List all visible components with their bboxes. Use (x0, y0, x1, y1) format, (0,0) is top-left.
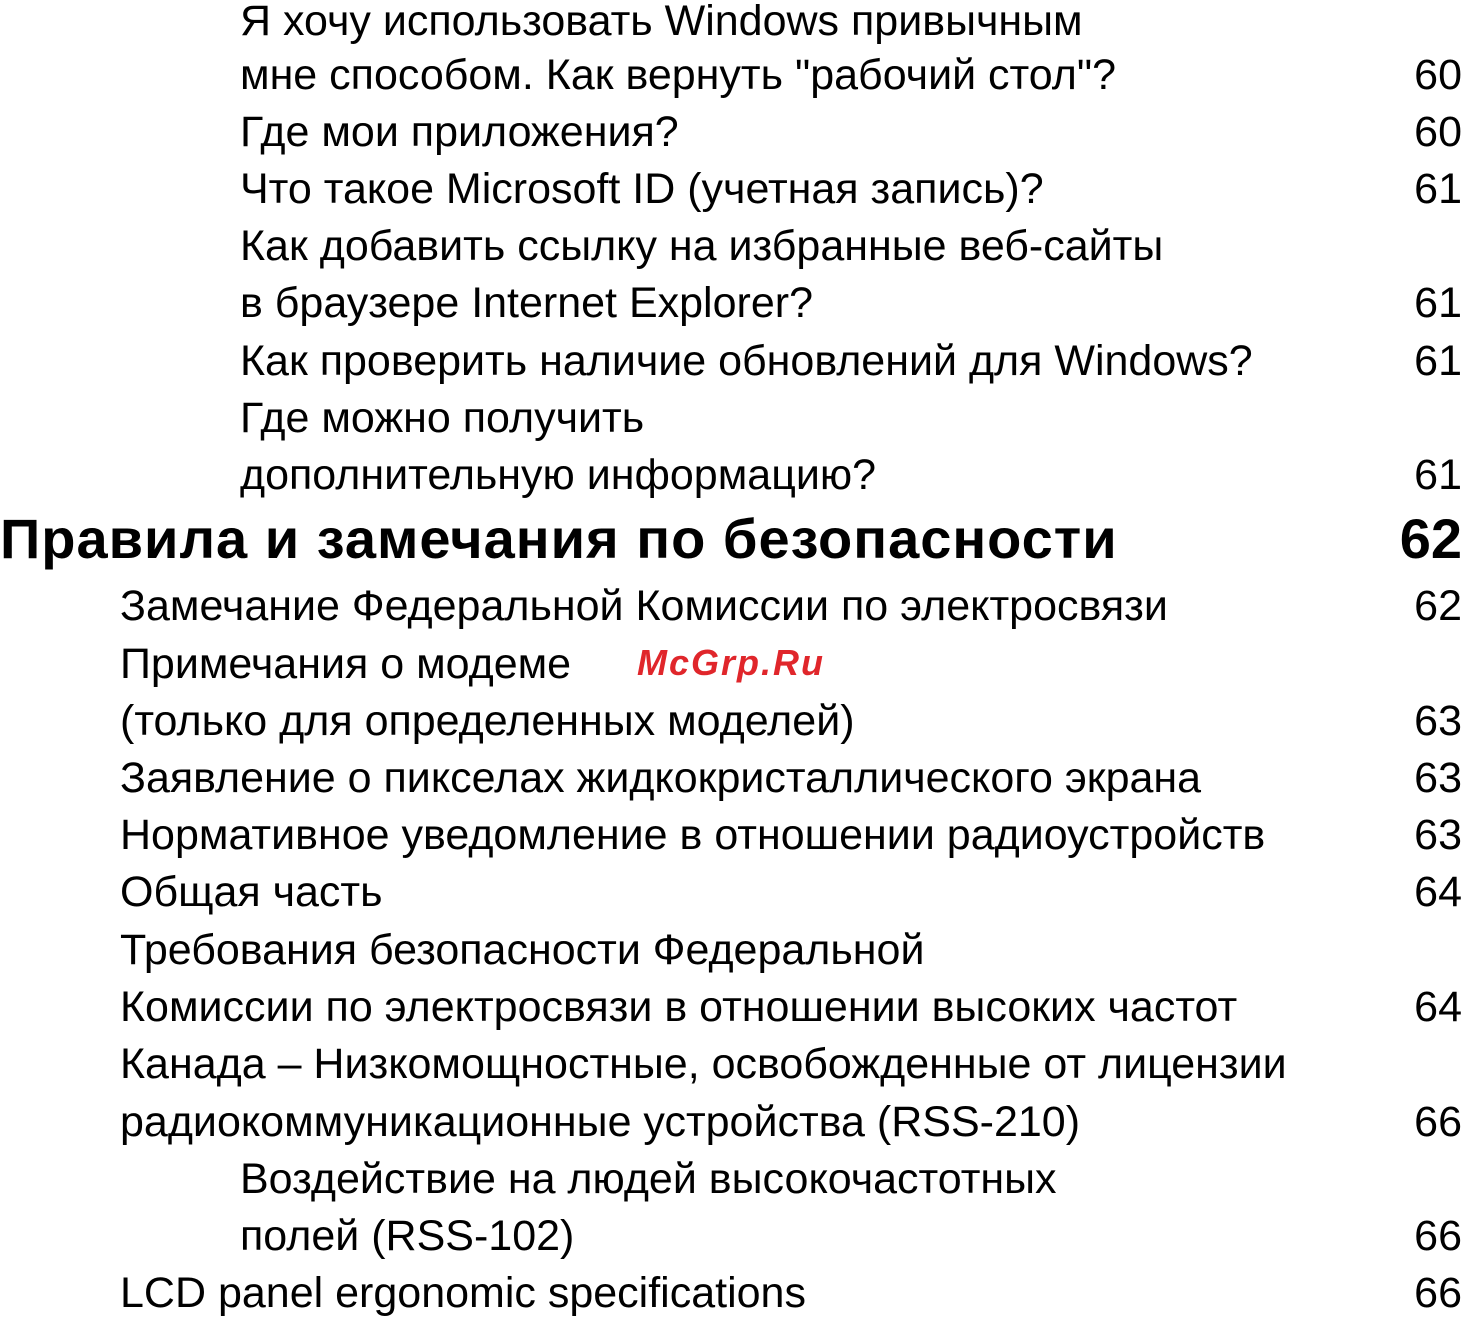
toc-entry-title: Комиссии по электросвязи в отношении высоких частот (120, 983, 1238, 1031)
toc-entry (0, 807, 1464, 864)
section-page-number: 62 (1399, 507, 1462, 570)
toc-entry-title: LCD panel ergonomic specifications (120, 1269, 806, 1317)
toc-entry (0, 1151, 1464, 1208)
toc-entry (0, 864, 1464, 921)
toc-entry (0, 922, 1464, 979)
toc-page-number: 64 (1414, 868, 1462, 916)
toc-entry-title: Что такое Microsoft ID (учетная запись)? (240, 165, 1044, 213)
toc-page-number: 63 (1414, 754, 1462, 802)
toc-entry-title: Замечание Федеральной Комиссии по электросвязи (120, 582, 1168, 630)
toc-page-number: 61 (1414, 337, 1462, 385)
toc-page-number: 66 (1414, 1098, 1462, 1146)
toc-entry (0, 1094, 1464, 1151)
toc-entry (0, 390, 1464, 447)
toc-entry-title: (только для определенных моделей) (120, 697, 855, 745)
toc-entry-title: в браузере Internet Explorer? (240, 279, 813, 327)
toc-page-number: 61 (1414, 279, 1462, 327)
toc-entry (0, 1036, 1464, 1093)
toc-page-number: 61 (1414, 451, 1462, 499)
toc-entry (0, 275, 1464, 332)
toc-entry (0, 333, 1464, 390)
toc-entry-title: Воздействие на людей высокочастотных (240, 1155, 1057, 1203)
toc-entry-title: Где можно получить (240, 394, 645, 442)
toc-entry (0, 979, 1464, 1036)
watermark-logo: McGrp.Ru (637, 642, 826, 683)
toc-entry-title: Примечания о модеме (120, 640, 572, 688)
toc-entry-title: полей (RSS-102) (240, 1212, 575, 1260)
toc-page-number: 60 (1414, 51, 1462, 99)
toc-entry-title: Требования безопасности Федеральной (120, 926, 925, 974)
toc-entry (0, 0, 1464, 50)
toc-entry-title: мне способом. Как вернуть "рабочий стол"? (240, 51, 1116, 99)
toc-entry-title: Нормативное уведомление в отношении радиоустройств (120, 811, 1266, 859)
toc-entry (0, 218, 1464, 275)
toc-page-number: 63 (1414, 811, 1462, 859)
toc-entry (0, 1265, 1464, 1322)
toc-page-number: 66 (1414, 1269, 1462, 1317)
toc-entry-title: дополнительную информацию? (240, 451, 877, 499)
toc-entry-title: Я хочу использовать Windows привычным (240, 0, 1083, 45)
toc-entry (0, 104, 1464, 161)
toc-page-number: 66 (1414, 1212, 1462, 1260)
toc-entry (0, 693, 1464, 750)
section-title: Правила и замечания по безопасности (0, 507, 1118, 570)
toc-entry-title: Общая часть (120, 868, 383, 916)
toc-entry-title: Как добавить ссылку на избранные веб-сайты (240, 222, 1164, 270)
toc-page-number: 61 (1414, 165, 1462, 213)
toc-entry (0, 161, 1464, 218)
toc-page-number: 63 (1414, 697, 1462, 745)
toc-entry (0, 1208, 1464, 1265)
toc-entry (0, 47, 1464, 104)
toc-entry-title: Заявление о пикселах жидкокристаллического экрана (120, 754, 1202, 802)
toc-entry-title: Канада – Низкомощностные, освобожденные от лицензии (120, 1040, 1287, 1088)
toc-page-number: 64 (1414, 983, 1462, 1031)
toc-entry (0, 578, 1464, 635)
toc-entry (0, 750, 1464, 807)
toc-section-heading (0, 504, 1464, 574)
toc-entry (0, 447, 1464, 504)
toc-page-number: 62 (1414, 582, 1462, 630)
toc-entry-title: Где мои приложения? (240, 108, 679, 156)
toc-entry-title: Как проверить наличие обновлений для Windows? (240, 337, 1253, 385)
toc-page-number: 60 (1414, 108, 1462, 156)
toc-entry-title: радиокоммуникационные устройства (RSS-210) (120, 1098, 1081, 1146)
